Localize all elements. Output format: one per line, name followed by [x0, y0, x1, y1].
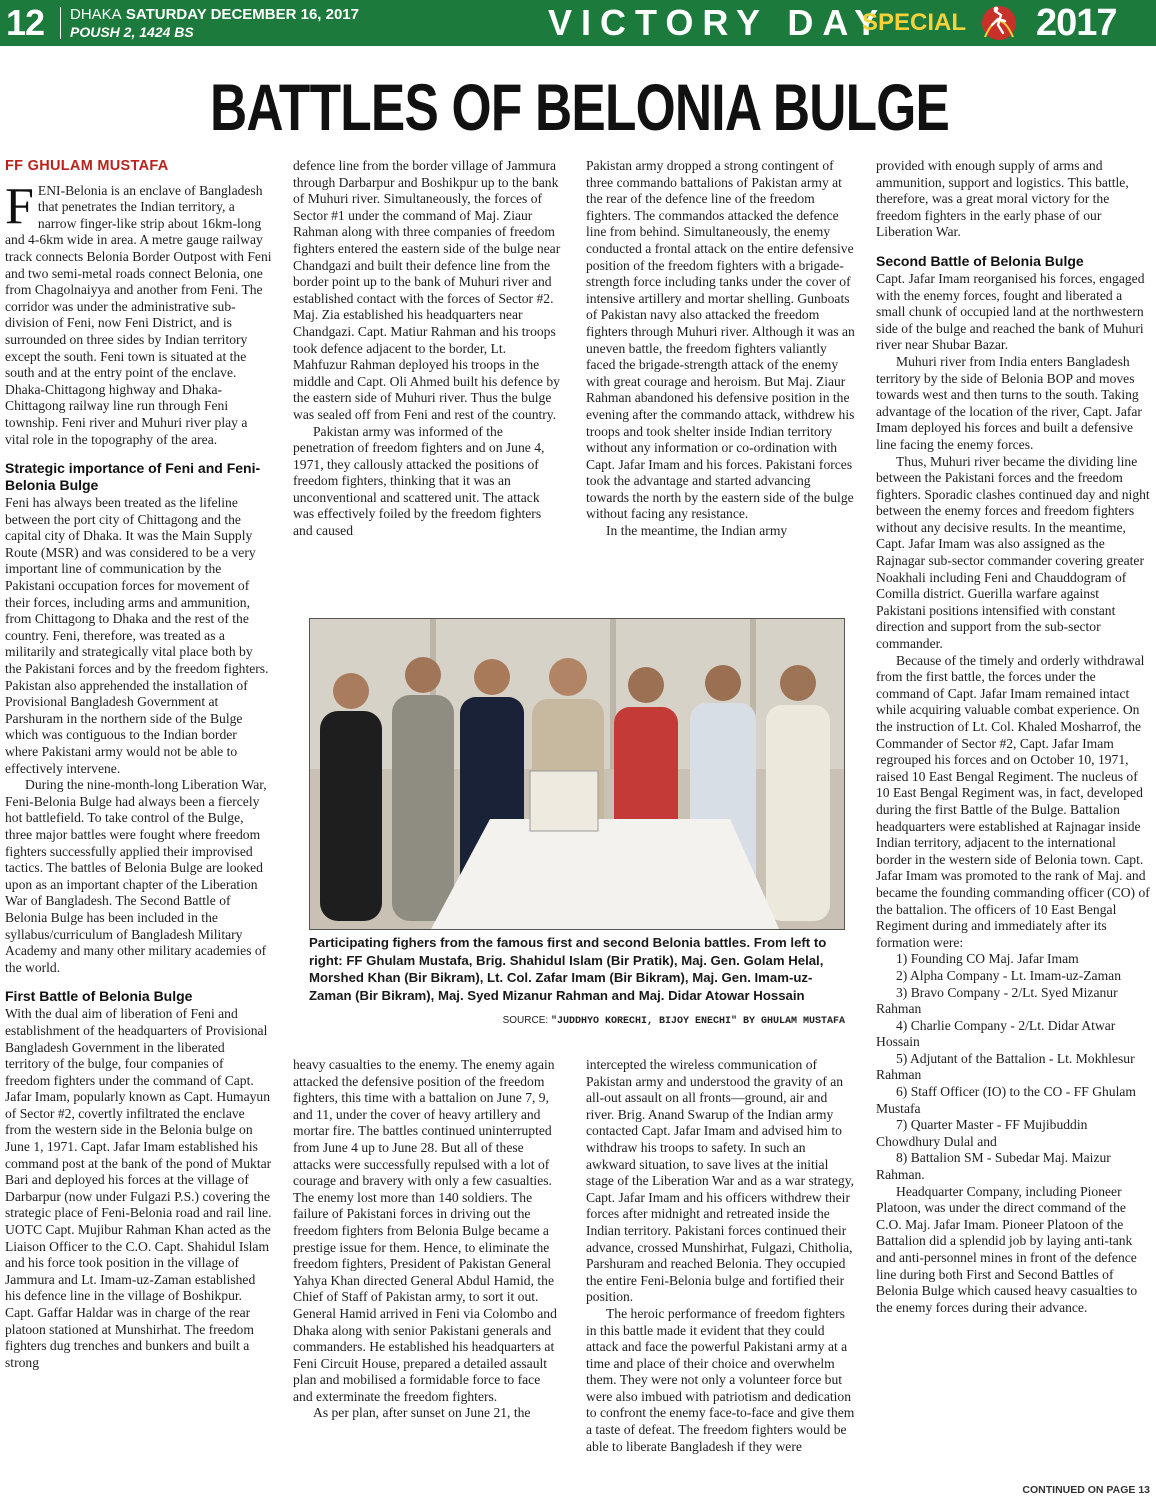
paragraph: provided with enough supply of arms and ammunition, support and logistics. This battle, therefore, was a great moral victory for the freedom fighters in the early phase of our Liberation War.	[876, 158, 1129, 240]
list-item: 2) Alpha Company - Lt. Imam-uz-Zaman	[896, 967, 1121, 983]
list-item: 5) Adjutant of the Battalion - Lt. Mokhlesur Rahman	[876, 1050, 1135, 1083]
section-title: VICTORY DAY	[548, 2, 888, 43]
paragraph: Pakistan army was informed of the penetration of freedom fighters and on June 4, 1971, they callously attacked the positions of freedom fighters, thinking that it was an unconventional and scattered unit. The attack was effectively foiled by the freedom fighters and caused	[293, 423, 545, 539]
source-label: SOURCE:	[502, 1015, 549, 1026]
article-column-4	[876, 158, 1151, 1476]
issue-day: SATURDAY DECEMBER 16, 2017	[125, 6, 359, 23]
list-item: 1) Founding CO Maj. Jafar Imam	[896, 951, 1079, 967]
paragraph: Pakistan army dropped a strong contingent of three commando battalions of Pakistan army at the rear of the defence line of the freedom fighters. The commandos attacked the defence line from behind. Simultaneously, the enemy conducted a frontal attack on the entire defensive position of the freedom fighters with a brigade-strength force including tanks under the cover of intensive artillery and mortar shelling. Gunboats of Pakistan navy also attacked the freedom fighters through Muhuri river. Although it was an uneven battle, the freedom fighters valiantly faced the brigade-strength attack of the enemy with great courage and heroism. But Maj. Ziaur Rahman abandoned his defensive position in the evening after the commando attack, withdrew his troops and took shelter inside Indian territory without any information or co-ordination with Capt. Jafar Imam and his forces. Pakistani forces took the advantage and started advancing towards the north by the eastern side of the bulge without facing any resistance.	[586, 158, 855, 522]
continued-note: CONTINUED ON PAGE 13	[1022, 1484, 1150, 1496]
paragraph: defence line from the border village of Jammura through Darbarpur and Boshikpur up to the bank of Muhuri river. Simultaneously, the forces of Sector #1 under the command of Maj. Ziaur Rahman along with three companies of freedom fighters entered the eastern side of the bulge near Chandgazi and built their defence line from the border point up to the bank of Muhuri river and established contact with the forces of Sector #2. Maj. Zia established his headquarters near Chandgazi. Capt. Matiur Rahman and his troops took defence adjacent to the border, Lt. Mahfuzur Rahman deployed his troops in the middle and Capt. Oli Ahmed built his defence by the eastern side of Muhuri river. Thus the bulge was sealed off from Feni and rest of the country.	[293, 158, 561, 422]
paragraph: Headquarter Company, including Pioneer Platoon, was under the direct command of the C.O. Maj. Jafar Imam. Pioneer Platoon of the Battalion did a splendid job by laying anti-tank and anti-personnel mines in front of the defence line during both First and Second Battles of Belonia Bulge which caused heavy casualties to the enemy forces during their advance.	[876, 1183, 1138, 1315]
group-photo	[309, 618, 845, 930]
bangla-date: POUSH 2, 1424 BS	[70, 24, 194, 40]
plaque	[530, 771, 598, 831]
paragraph: heavy casualties to the enemy. The enemy again attacked the defensive position of the freedom fighters, this time with a battalion on June 7, 9, and 11, under the cover of heavy artillery and mortar fire. The battles continued uninterrupted from June 4 up to June 28. But all of these attacks were successfully repulsed with a lot of courage and bravery with only a few casualties. The enemy lost more than 140 soldiers. The failure of Pakistani forces in driving out the freedom fighters from Belonia Bulge became a prestige issue for them. Hence, to eliminate the freedom fighters, President of Pakistan General Yahya Khan directed General Abdul Hamid, the Chief of Staff of Pakistan army, to sort it out. General Hamid arrived in Feni via Colombo and Dhaka along with senior Pakistani generals and commanders. He established his headquarters at Feni Circuit House, prepared a detailed assault plan and mobilised a formidable force to face and exterminate the freedom fighters.	[293, 1057, 557, 1404]
article-column-3-bottom	[586, 1057, 857, 1497]
officers-list	[876, 951, 1151, 1183]
list-item: 7) Quarter Master - FF Mujibuddin Chowdhury Dulal and	[876, 1117, 1088, 1149]
intro-paragraph-text: ENI-Belonia is an enclave of Bangladesh that penetrates the Indian territory, a narrow finger-like strip about 16km-long and 4-6km wide in area. A metre gauge railway track connects Belonia Border Outpost with Feni and two semi-metal roads connect Belonia, one from Chagolnaiyya and another from Feni. The corridor was under the administrative sub-division of Feni, now Feni District, and is surrounded on three sides by Indian territory except the south. Feni town is situated at the south and at the entry point of the enclave. Dhaka-Chittagong highway and Dhaka-Chittagong railway line run through Feni township. Feni river and Muhuri river play a vital role in the topography of the area.	[5, 182, 272, 447]
subhead-first-battle: First Battle of Belonia Bulge	[5, 988, 193, 1005]
subhead-second-battle: Second Battle of Belonia Bulge	[876, 252, 1084, 269]
paragraph: With the dual aim of liberation of Feni and establishment of the headquarters of Provisional Bangladesh Government in the liberated territory of the bulge, four companies of freedom fighters under the command of Capt. Jafar Imam, popularly known as Capt. Humayun of Sector #2, covertly infiltrated the enclave from the western side in the Belonia bulge on June 1, 1971. Capt. Jafar Imam established his command post at the bank of the pond of Muktar Bari and deployed his forces at the village of Darbarpur (now under Fulgazi P.S.) covering the strategic place of Feni-Belonia road and rail line. UOTC Capt. Mujibur Rahman Khan acted as the Liaison Officer to the C.O. Capt. Shahidul Islam and his force took position in the village of Jammura and Lt. Imam-uz-Zaman established his defence line in the village of Boshikpur. Capt. Gaffar Haldar was in charge of the rear platoon stationed at Munshirhat. The freedom fighters dug trenches and bunkers and built a strong	[5, 1006, 272, 1370]
paragraph: intercepted the wireless communication of Pakistan army and understood the gravity of an all-out assault on all fronts—ground, air and river. Brig. Anand Swarup of the Indian army contacted Capt. Jafar Imam and advised him to withdraw his troops to safety. In such an awkward situation, to save lives at the initial stage of the Liberation War and as a war strategy, Capt. Jafar Imam and his officers withdrew their forces after midnight and retreated inside the Indian territory. Pakistani forces continued their advance, crossed Munshirhat, Fulgazi, Chitholia, Parshuram and reached Belonia. They occupied the entire Feni-Belonia bulge and fortified their position.	[586, 1057, 855, 1305]
photo-source	[309, 1014, 845, 1028]
list-item: 4) Charlie Company - 2/Lt. Didar Atwar Hossain	[876, 1017, 1116, 1050]
paragraph: As per plan, after sunset on June 21, the	[313, 1405, 531, 1421]
table-cloth	[430, 819, 780, 930]
article-headline: BATTLES OF BELONIA BULGE	[209, 70, 950, 144]
page-header	[0, 0, 1156, 46]
article-column-2-top	[293, 158, 561, 598]
page-number: 12	[6, 2, 45, 43]
photo-caption: Participating fighers from the famous first and second Belonia battles. From left to right: FF Ghulam Mustafa, Brig. Shahidul Islam (Bir Pratik), Maj. Gen. Golam Helal, Morshed Khan (Bir Bikram), Lt. Col. Zafar Imam (Bir Bikram), Maj. Gen. Imam-uz-Zaman (Bir Bikram), Maj. Syed Mizanur Rahman and Maj. Didar Atowar Hossain	[309, 935, 827, 1003]
header-divider	[60, 7, 61, 39]
issue-date	[70, 6, 359, 23]
subhead-strategic-importance: Strategic importance of Feni and Feni-Belonia Bulge	[5, 460, 261, 494]
article-byline: FF GHULAM MUSTAFA	[5, 158, 169, 174]
paragraph: During the nine-month-long Liberation War, Feni-Belonia Bulge had always been a fiercely hot battlefield. To take control of the Bulge, three major battles were fought where freedom fighters successfully applied their improvised tactics. The battles of Belonia Bulge are looked upon as an important chapter of the Liberation War of Bangladesh. The Second Battle of Belonia Bulge has been included in the syllabus/curriculum of Bangladesh Military Academy and many other military academies of the world.	[5, 777, 267, 975]
edition-year: 2017	[1036, 2, 1117, 44]
list-item: 6) Staff Officer (IO) to the CO - FF Ghulam Mustafa	[876, 1084, 1136, 1116]
special-label: SPECIAL	[862, 9, 967, 36]
article-column-2-bottom	[293, 1057, 561, 1497]
paragraph: The heroic performance of freedom fighters in this battle made it evident that they could attack and face the powerful Pakistani army at a time and place of their choice and overwhelm them. They were not only a volunteer force but were also imbued with patriotism and dedication to confront the enemy face-to-face and give them a taste of defeat. The freedom fighters would be able to liberate Bangladesh if they were	[586, 1305, 855, 1454]
paragraph: Feni has always been treated as the lifeline between the port city of Chittagong and the capital city of Dhaka. It was the Main Supply Route (MSR) and was considered to be a very important line of communication by the Pakistani occupation forces for movement of their forces, including arms and ammunition, from Chittagong to Dhaka and the rest of the country. Feni, therefore, was treated as a militarily and strategically vital place both by the Pakistani forces and by the freedom fighters. Pakistan also apprehended the installation of Provisional Bangladesh Government at Parshuram in the northern side of the Bulge which was contiguous to the Indian border where Pakistani army would not be able to effectively intervene.	[5, 495, 269, 776]
article-column-3-top	[586, 158, 857, 598]
victory-emblem-icon	[975, 3, 1023, 43]
paragraph: Muhuri river from India enters Bangladesh territory by the side of Belonia BOP and moves towards west and then turns to the south. Taking advantage of the location of the river, Capt. Jafar Imam deployed his forces and built a defensive line facing the enemy forces.	[876, 353, 1142, 452]
source-title: "JUDDHYO KORECHI, BIJOY ENECHI" BY GHULAM MUSTAFA	[550, 1016, 845, 1027]
list-item: 8) Battalion SM - Subedar Maj. Maizur Rahman.	[876, 1150, 1111, 1183]
paragraph: Because of the timely and orderly withdrawal from the first battle, the forces under the command of Capt. Jafar Imam remained intact while acquiring valuable combat experience. On the instruction of Lt. Col. Khaled Mosharrof, the Commander of Sector #2, Capt. Jafar Imam regrouped his forces and on October 10, 1971, raised 10 East Bengal Regiment. The nucleus of 10 East Bengal Regiment was, in fact, developed during the first Battle of the Bulge. Battalion headquarters were established at Rajnagar inside Indian territory, adjacent to the international border in the western side of Belonia town. Capt. Jafar Imam was promoted to the rank of Maj. and became the founding commanding officer (CO) of the battalion. The officers of 10 East Bengal Regiment during and immediately after its formation were:	[876, 652, 1150, 950]
paragraph: Capt. Jafar Imam reorganised his forces, engaged with the enemy forces, fought and liberated a small chunk of occupied land at the northwestern side of the bulge and reached the bank of Muhuri river near Shubar Bazar.	[876, 270, 1145, 353]
list-item: 3) Bravo Company - 2/Lt. Syed Mizanur Rahman	[876, 984, 1118, 1017]
paragraph: Thus, Muhuri river became the dividing line between the Pakistani forces and the freedom fighters. Sporadic clashes continued day and night between the enemy forces and freedom fighters without any decisive results. In the meantime, Capt. Jafar Imam was also assigned as the Rajnagar sub-sector commander covering greater Noakhali including Feni and Chauddogram of Comilla district. Guerilla warfare against Pakistani positions intensified with constant direction and support from the sub-sector commander.	[876, 453, 1150, 652]
paragraph: In the meantime, the Indian army	[606, 523, 788, 539]
group-photo-image	[310, 619, 845, 930]
article-column-1	[5, 158, 272, 1496]
issue-city: DHAKA	[70, 6, 122, 23]
drop-cap: F	[5, 177, 34, 235]
intro-paragraph	[5, 177, 272, 449]
